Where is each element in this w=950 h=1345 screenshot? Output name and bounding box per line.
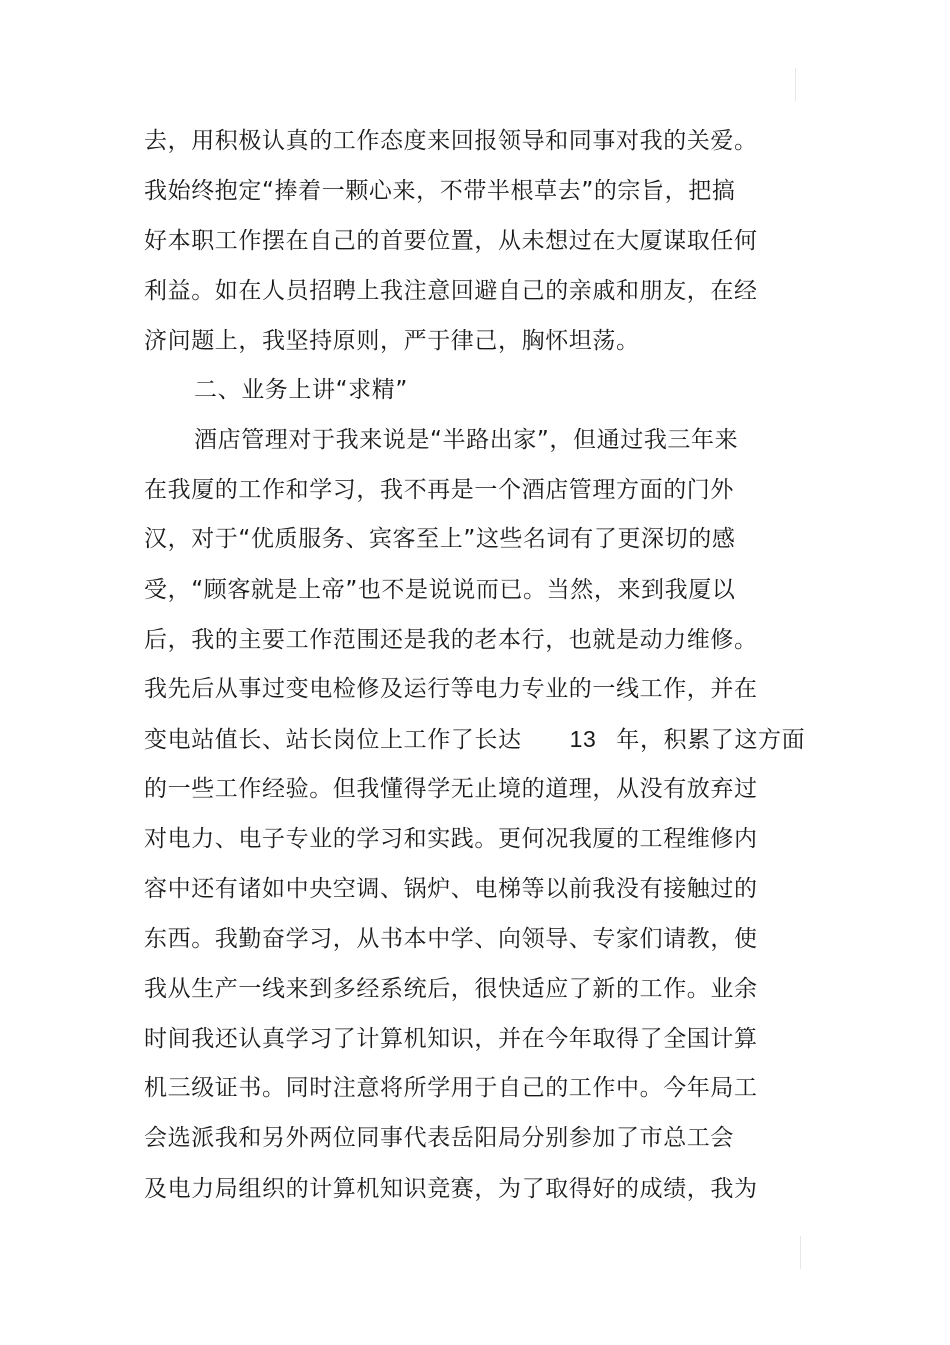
text-line: 容中还有诸如中央空调、锅炉、电梯等以前我没有接触过的 <box>144 876 758 902</box>
text-line: 后，我的主要工作范围还是我的老本行，也就是动力维修。 <box>144 627 758 653</box>
text-line: 东西。我勤奋学习，从书本中学、向领导、专家们请教，使 <box>144 926 758 952</box>
text-line: 好本职工作摆在自己的首要位置，从未想过在大厦谋取任何 <box>144 228 758 254</box>
text-line: 时间我还认真学习了计算机知识，并在今年取得了全国计算 <box>144 1026 758 1052</box>
text-line: 济问题上，我坚持原则，严于律己，胸怀坦荡。 <box>144 328 640 354</box>
number-13: 13 <box>569 726 597 752</box>
text-line: 受，“顾客就是上帝”也不是说说而已。当然，来到我厦以 <box>144 577 736 603</box>
text-line: 我始终抱定“捧着一颗心来，不带半根草去”的宗旨，把搞 <box>144 178 736 204</box>
text-line: 会选派我和另外两位同事代表岳阳局分别参加了市总工会 <box>144 1125 734 1151</box>
text-line: 我先后从事过变电检修及运行等电力专业的一线工作，并在 <box>144 676 758 702</box>
text-segment: 变电站值长、站长岗位上工作了长达 <box>144 727 522 753</box>
text-line: 的一些工作经验。但我懂得学无止境的道理，从没有放弃过 <box>144 776 758 802</box>
text-line: 利益。如在人员招聘上我注意回避自己的亲戚和朋友，在经 <box>144 278 758 304</box>
section-heading: 二、业务上讲“求精” <box>194 377 408 403</box>
text-line: 在我厦的工作和学习，我不再是一个酒店管理方面的门外 <box>144 477 734 503</box>
text-line: 我从生产一线来到多经系统后，很快适应了新的工作。业余 <box>144 976 758 1002</box>
text-line: 对电力、电子专业的学习和实践。更何况我厦的工程维修内 <box>144 826 758 852</box>
text-line-with-number <box>144 724 805 755</box>
text-line: 及电力局组织的计算机知识竞赛，为了取得好的成绩，我为 <box>144 1176 758 1202</box>
text-line: 机三级证书。同时注意将所学用于自己的工作中。今年局工 <box>144 1075 758 1101</box>
margin-mark-top <box>795 68 796 101</box>
text-line: 汉，对于“优质服务、宾客至上”这些名词有了更深切的感 <box>144 526 736 552</box>
paragraph-first-line: 酒店管理对于我来说是“半路出家”，但通过我三年来 <box>194 427 739 453</box>
margin-mark-bottom <box>800 1236 801 1269</box>
text-line: 去，用积极认真的工作态度来回报领导和同事对我的关爱。 <box>144 128 758 154</box>
text-segment: 年，积累了这方面 <box>616 727 806 753</box>
